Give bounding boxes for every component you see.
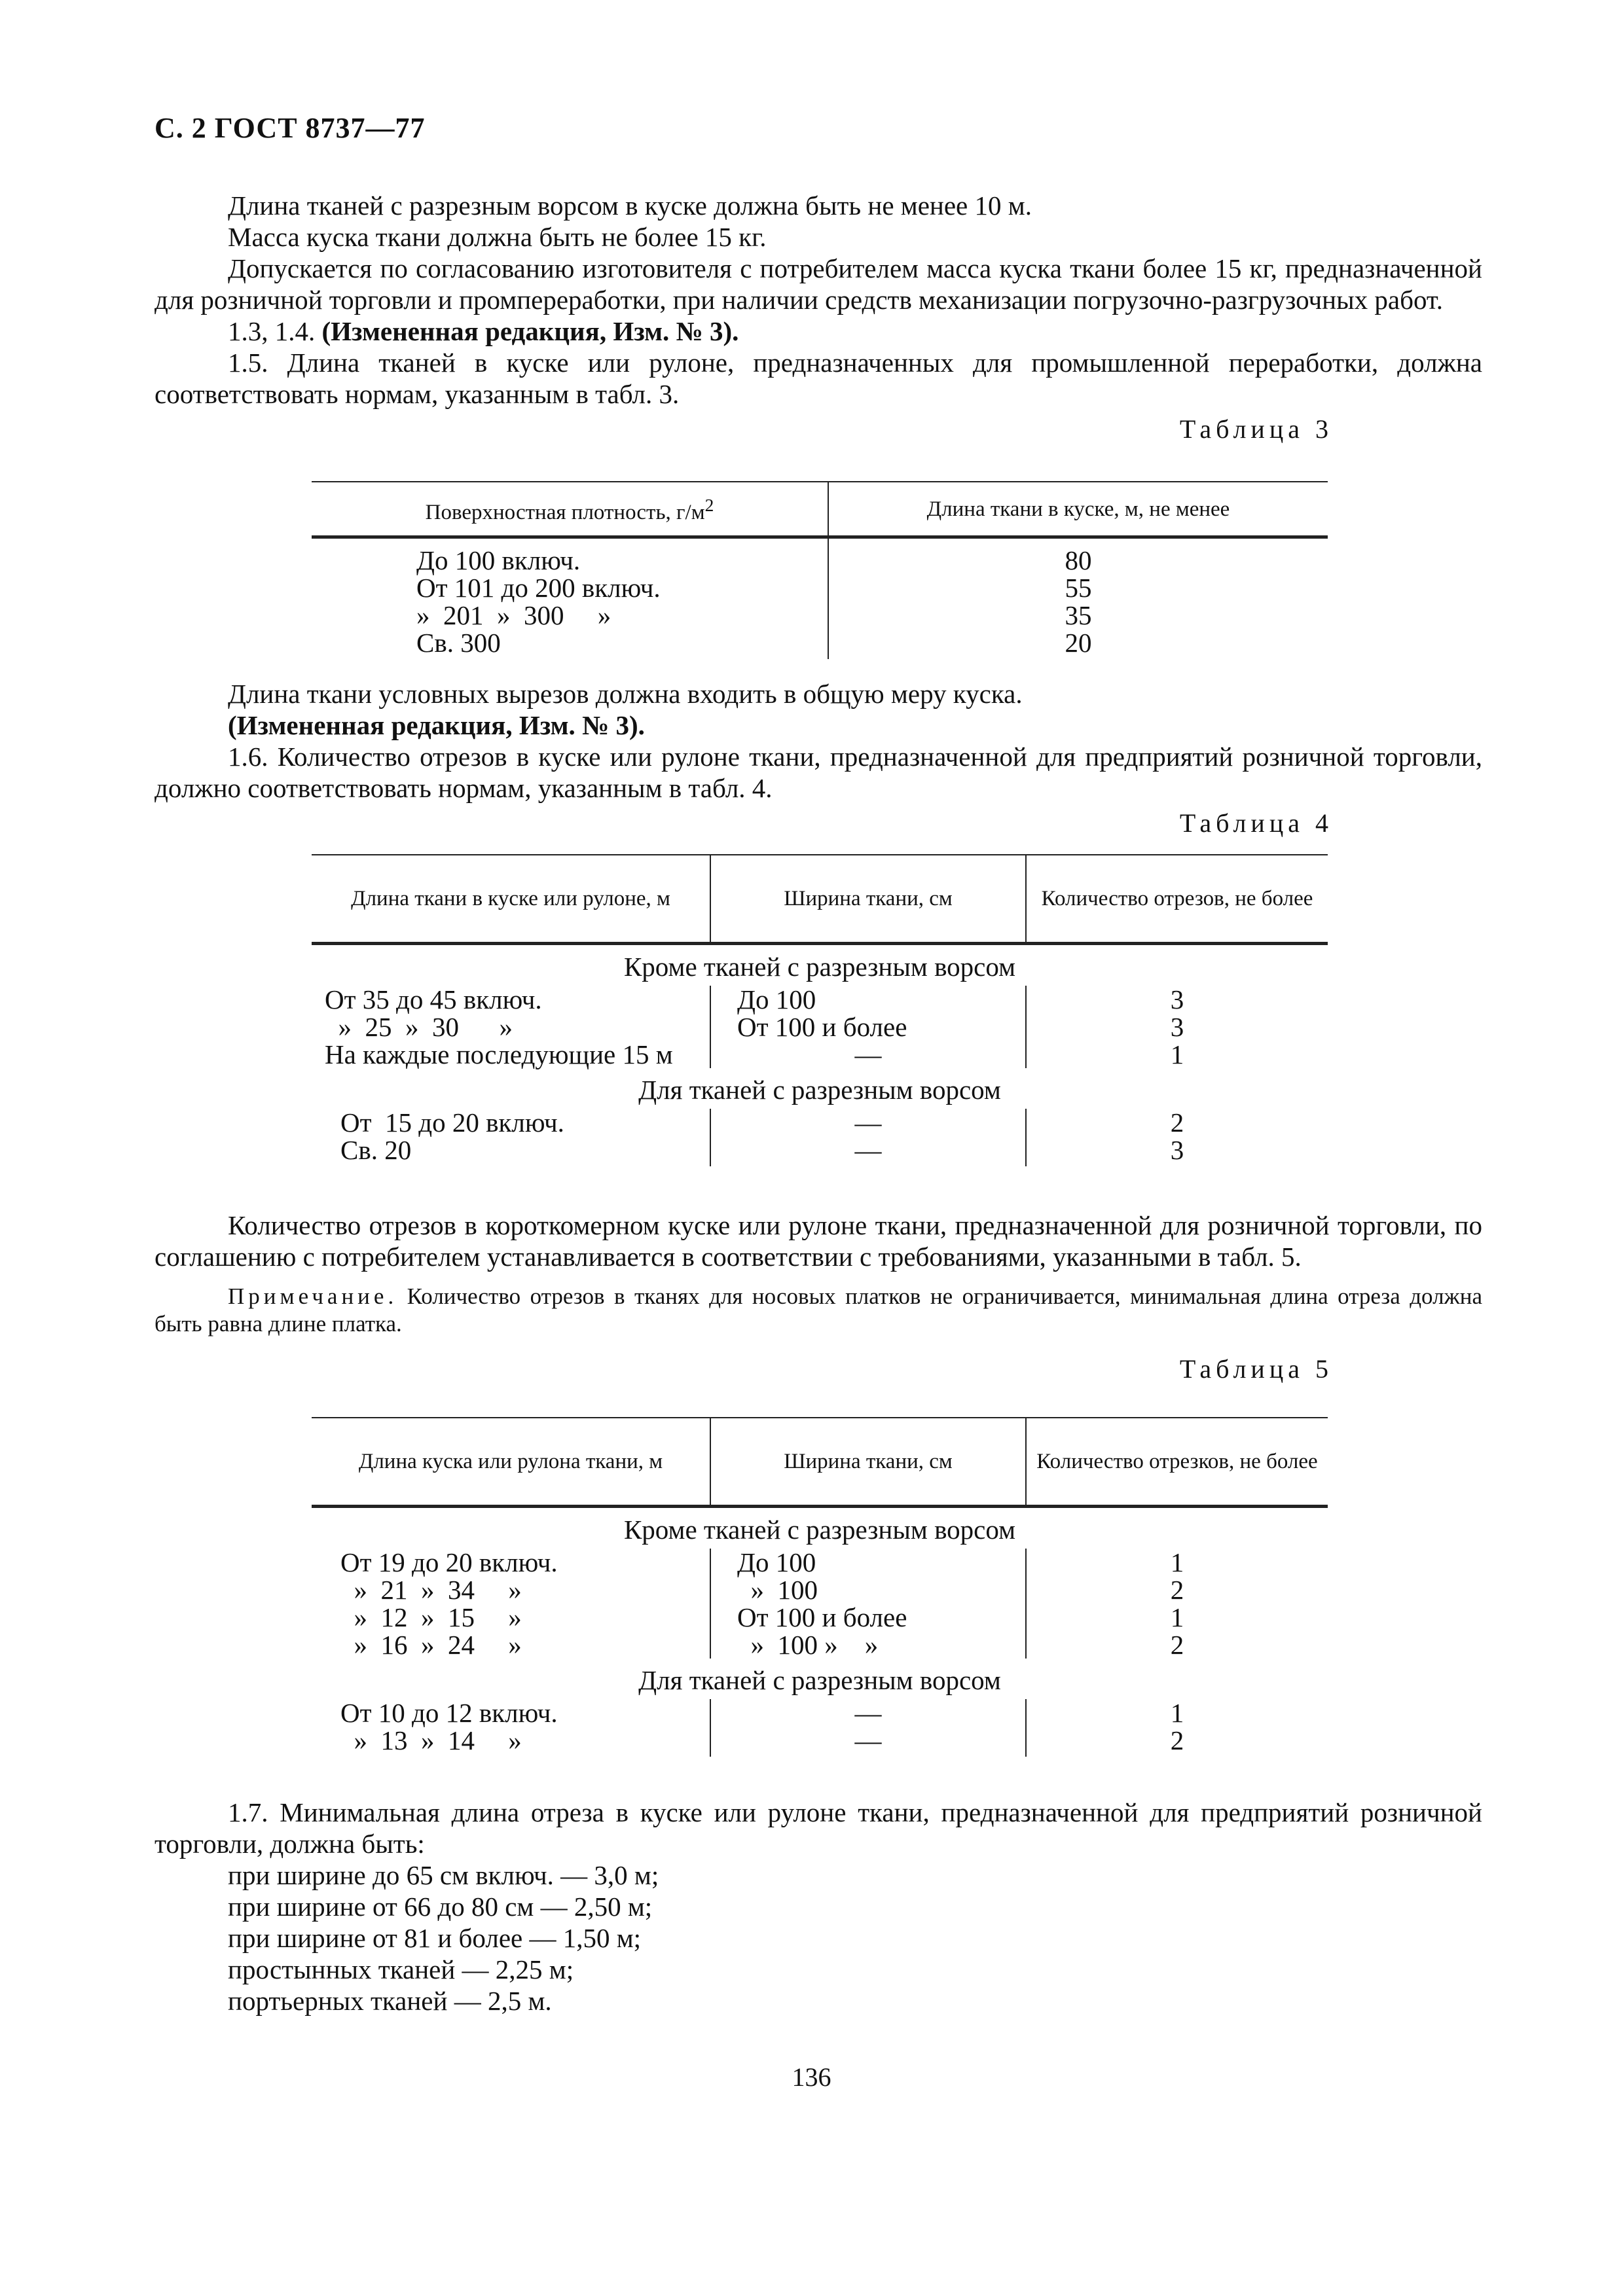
table-row: Св. 20 — 3 bbox=[312, 1136, 1328, 1166]
page-header: С. 2 ГОСТ 8737—77 bbox=[155, 112, 426, 144]
list-item: портьерных тканей — 2,5 м. bbox=[228, 1986, 552, 2016]
table5 bbox=[312, 1417, 1328, 1757]
section-1-7 bbox=[155, 1797, 1482, 2017]
paragraph: 1.6. Количество отрезов в куске или рулоне ткани, предназначенной для предприятий розничной торговли, должно соответствовать нормам, указанным в табл. 4. bbox=[155, 742, 1482, 803]
paragraph bbox=[155, 315, 1482, 347]
table-header-row bbox=[312, 1418, 1328, 1507]
table-header-row bbox=[312, 482, 1328, 537]
table4-caption: Таблица 4 bbox=[1179, 808, 1333, 838]
amendment-note: (Измененная редакция, Изм. № 3). bbox=[228, 710, 645, 740]
note-label: Примечание. bbox=[228, 1283, 398, 1309]
list-item: при ширине от 81 и более — 1,50 м; bbox=[228, 1923, 642, 1953]
note: Примечание. Количество отрезов в тканях для носовых платков не ограничивается, минимальная длина отреза должна быть равна длине платка. bbox=[155, 1283, 1482, 1336]
table-row: » 13 » 14 » — 2 bbox=[312, 1727, 1328, 1757]
paragraph: 1.7. Минимальная длина отреза в куске или рулоне ткани, предназначенной для предприятий розничной торговли, должна быть: bbox=[155, 1797, 1482, 1859]
group-row: Кроме тканей с разрезным ворсом bbox=[623, 952, 1016, 982]
amendment-note: (Измененная редакция, Изм. № 3). bbox=[321, 316, 739, 346]
page-number: 136 bbox=[792, 2062, 831, 2092]
table3 bbox=[312, 481, 1328, 659]
table-row: От 15 до 20 включ. — 2 bbox=[312, 1109, 1328, 1136]
clause-ref: 1.3, 1.4. bbox=[228, 316, 322, 346]
column-header: Длина куска или рулона ткани, м bbox=[312, 1418, 710, 1507]
table-row: » 16 » 24 » » 100 » » 2 bbox=[312, 1631, 1328, 1659]
table-row: » 12 » 15 » От 100 и более 1 bbox=[312, 1604, 1328, 1631]
intro-section bbox=[155, 190, 1482, 445]
table-row: » 21 » 34 » » 100 2 bbox=[312, 1576, 1328, 1604]
table5-section bbox=[155, 1417, 1482, 1757]
table5-caption: Таблица 5 bbox=[1179, 1354, 1333, 1384]
table-row: От 10 до 12 включ. — 1 bbox=[312, 1699, 1328, 1727]
table-row: На каждые последующие 15 м — 1 bbox=[312, 1041, 1328, 1068]
column-header: Количество отрезов, не более bbox=[1026, 855, 1328, 944]
column-header: Длина ткани в куске или рулоне, м bbox=[312, 855, 710, 944]
table-row: От 19 до 20 включ. До 100 1 bbox=[312, 1549, 1328, 1576]
paragraph: Длина тканей с разрезным ворсом в куске должна быть не менее 10 м. bbox=[228, 190, 1032, 221]
paragraph: Количество отрезов в короткомерном куске или рулоне ткани, предназначенной для розничной торговли, по соглашению с потребителем устанавливается в соответствии с требованиями, указанными в табл. 5. bbox=[155, 1210, 1482, 1272]
group-row: Для тканей с разрезным ворсом bbox=[638, 1075, 1001, 1105]
paragraph: Длина ткани условных вырезов должна входить в общую меру куска. bbox=[228, 679, 1023, 709]
table-row: От 101 до 200 включ. 55 bbox=[312, 574, 1328, 601]
table-row: От 35 до 45 включ. До 100 3 bbox=[312, 986, 1328, 1013]
list-item: при ширине от 66 до 80 см — 2,50 м; bbox=[228, 1892, 653, 1922]
column-header: Ширина ткани, см bbox=[710, 855, 1026, 944]
column-header: Количество отрезков, не более bbox=[1026, 1418, 1328, 1507]
table4-section bbox=[155, 854, 1482, 1166]
section-1-6 bbox=[155, 678, 1482, 839]
paragraph: 1.5. Длина тканей в куске или рулоне, предназначенных для промышленной переработки, должна соответствовать нормам, указанным в табл. 3. bbox=[155, 348, 1482, 409]
group-row: Кроме тканей с разрезным ворсом bbox=[623, 1515, 1016, 1545]
column-header: Поверхностная плотность, $г/м^2$ bbox=[312, 482, 828, 537]
table-row: » 25 » 30 » От 100 и более 3 bbox=[312, 1013, 1328, 1041]
table-row: Св. 300 20 bbox=[312, 629, 1328, 659]
list-item: простынных тканей — 2,25 м; bbox=[228, 1954, 574, 1984]
list-item: при ширине до 65 см включ. — 3,0 м; bbox=[228, 1860, 659, 1890]
table4 bbox=[312, 854, 1328, 1166]
column-header: Длина ткани в куске, м, не менее bbox=[828, 482, 1328, 537]
table-header-row bbox=[312, 855, 1328, 944]
table-row: » 201 » 300 » 35 bbox=[312, 601, 1328, 629]
column-header: Ширина ткани, см bbox=[710, 1418, 1026, 1507]
table3-section bbox=[155, 481, 1482, 659]
group-row: Для тканей с разрезным ворсом bbox=[638, 1665, 1001, 1695]
paragraph: Допускается по согласованию изготовителя с потребителем масса куска ткани более 15 кг, предназначенной для розничной торговли и промпереработки, при наличии средств механизации погрузочно-разгрузочных работ. bbox=[155, 253, 1482, 315]
paragraph: Масса куска ткани должна быть не более 15 кг. bbox=[228, 222, 767, 252]
table3-caption: Таблица 3 bbox=[1179, 414, 1333, 444]
table-row: До 100 включ. 80 bbox=[312, 537, 1328, 575]
short-pieces-section bbox=[155, 1210, 1482, 1385]
